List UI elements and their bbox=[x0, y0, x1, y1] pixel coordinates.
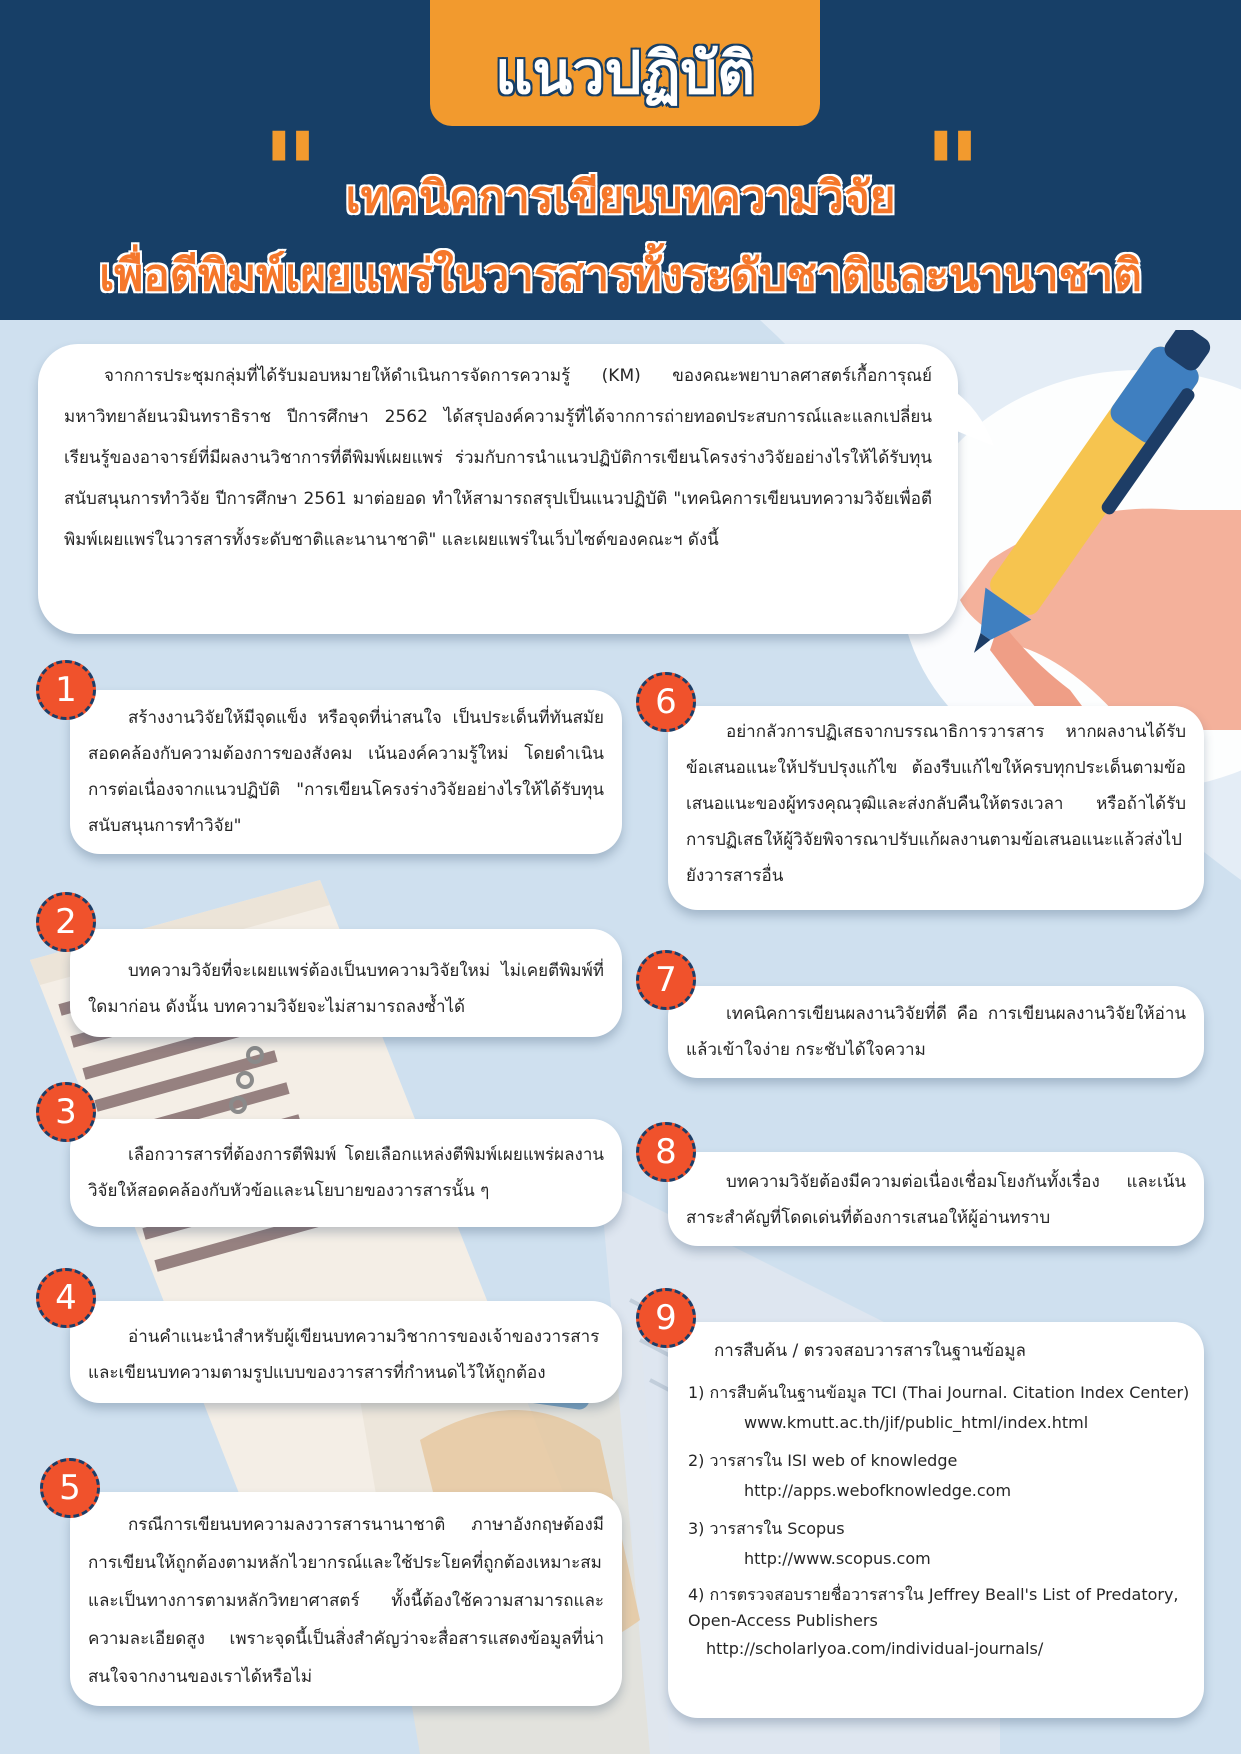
guideline-number-1: 1 bbox=[36, 660, 96, 720]
guideline-card-7 bbox=[668, 986, 1204, 1078]
bubble-tail bbox=[950, 388, 996, 448]
guideline-card-3 bbox=[70, 1119, 622, 1227]
guideline-card-4 bbox=[70, 1301, 622, 1403]
guideline-text-5: กรณีการเขียนบทความลงวารสารนานาชาติ ภาษาอังกฤษต้องมีการเขียนให้ถูกต้องตามหลักไวยากรณ์และใช้ประโยคที่ถูกต้องเหมาะสมและเป็นทางการตามหลักวิทยาศาสตร์ ทั้งนี้ต้องใช้ความสามารถและความละเอียดสูง เพราะจุดนี้เป็นสิ่งสำคัญว่าจะสื่อสารแสดงข้อมูลที่น่าสนใจจากงานของเราได้หรือไม่ bbox=[88, 1515, 604, 1687]
quote-open-mark: " bbox=[262, 109, 320, 237]
database-url[interactable]: http://www.scopus.com bbox=[744, 1549, 931, 1568]
guideline-card-8 bbox=[668, 1152, 1204, 1246]
guideline-card-6 bbox=[668, 706, 1204, 910]
database-label: 2) วารสารใน ISI web of knowledge bbox=[688, 1451, 958, 1470]
quote-close-mark: " bbox=[924, 109, 982, 237]
header-tab-label: แนวปฏิบัติ bbox=[495, 39, 755, 107]
database-url[interactable]: http://apps.webofknowledge.com bbox=[744, 1481, 1012, 1500]
title-line-2: เพื่อตีพิมพ์เผยแพร่ในวารสารทั้งระดับชาติและนานาชาติ bbox=[99, 250, 1142, 301]
guideline-card-2 bbox=[70, 929, 622, 1037]
guideline-text-6: อย่ากลัวการปฏิเสธจากบรรณาธิการวารสาร หากผลงานได้รับข้อเสนอแนะให้ปรับปรุงแก้ไข ต้องรีบแก้ไขให้ครบทุกประเด็นตามข้อเสนอแนะของผู้ทรงคุณวุฒิและส่งกลับคืนให้ตรงเวลา หรือถ้าได้รับการปฏิเสธให้ผู้วิจัยพิจารณาปรับแก้ผลงานตามข้อเสนอแนะแล้วส่งไปยังวารสารอื่น bbox=[686, 722, 1186, 886]
database-list bbox=[688, 1378, 1192, 1664]
database-entry bbox=[688, 1514, 1192, 1574]
guideline-number-9: 9 bbox=[636, 1288, 696, 1348]
guideline-text-3: เลือกวารสารที่ต้องการตีพิมพ์ โดยเลือกแหล่งตีพิมพ์เผยแพร่ผลงานวิจัยให้สอดคล้องกับหัวข้อและนโยบายของวารสารนั้น ๆ bbox=[88, 1145, 604, 1201]
database-entry bbox=[688, 1446, 1192, 1506]
guideline-card-5 bbox=[70, 1492, 622, 1706]
intro-bubble bbox=[38, 344, 958, 634]
header-banner bbox=[0, 0, 1241, 320]
header-tab bbox=[430, 0, 820, 126]
guideline-text-2: บทความวิจัยที่จะเผยแพร่ต้องเป็นบทความวิจัยใหม่ ไม่เคยตีพิมพ์ที่ใดมาก่อน ดังนั้น บทความวิจัยจะไม่สามารถลงซ้ำได้ bbox=[88, 961, 604, 1017]
database-url[interactable]: www.kmutt.ac.th/jif/public_html/index.html bbox=[744, 1413, 1089, 1432]
guideline-card-9 bbox=[668, 1322, 1204, 1718]
guideline-number-3: 3 bbox=[36, 1082, 96, 1142]
database-url[interactable]: http://scholarlyoa.com/individual-journals/ bbox=[706, 1639, 1044, 1658]
guideline-card-1 bbox=[70, 690, 622, 854]
database-label: 3) วารสารใน Scopus bbox=[688, 1519, 845, 1538]
database-entry bbox=[688, 1378, 1192, 1438]
guideline-text-7: เทคนิคการเขียนผลงานวิจัยที่ดี คือ การเขียนผลงานวิจัยให้อ่านแล้วเข้าใจง่าย กระชับได้ใจความ bbox=[686, 1004, 1186, 1060]
guideline-text-8: บทความวิจัยต้องมีความต่อเนื่องเชื่อมโยงกันทั้งเรื่อง และเน้นสาระสำคัญที่โดดเด่นที่ต้องการเสนอให้ผู้อ่านทราบ bbox=[686, 1172, 1186, 1228]
guideline-number-4: 4 bbox=[36, 1268, 96, 1328]
title-line-1: เทคนิคการเขียนบทความวิจัย bbox=[345, 172, 896, 223]
guideline-number-2: 2 bbox=[36, 892, 96, 952]
database-entry bbox=[688, 1582, 1192, 1664]
search-heading: การสืบค้น / ตรวจสอบวารสารในฐานข้อมูล bbox=[714, 1341, 1026, 1361]
guideline-text-4: อ่านคำแนะนำสำหรับผู้เขียนบทความวิชาการของเจ้าของวารสารและเขียนบทความตามรูปแบบของวารสารที่กำหนดไว้ให้ถูกต้อง bbox=[88, 1327, 600, 1383]
guideline-number-7: 7 bbox=[636, 950, 696, 1010]
database-label: 4) การตรวจสอบรายชื่อวารสารใน Jeffrey Beall's List of Predatory, Open-Access Publishers bbox=[688, 1585, 1179, 1630]
guideline-number-5: 5 bbox=[40, 1458, 100, 1518]
guideline-text-1: สร้างงานวิจัยให้มีจุดแข็ง หรือจุดที่น่าสนใจ เป็นประเด็นที่ทันสมัย สอดคล้องกับความต้องการของสังคม เน้นองค์ความรู้ใหม่ โดยดำเนินการต่อเนื่องจากแนวปฏิบัติ "การเขียนโครงร่างวิจัยอย่างไรให้ได้รับทุนสนับสนุนการทำวิจัย" bbox=[88, 708, 604, 836]
intro-text: จากการประชุมกลุ่มที่ได้รับมอบหมายให้ดำเนินการจัดการความรู้ (KM) ของคณะพยาบาลศาสตร์เกื้อการุณย์ มหาวิทยาลัยนวมินทราธิราช ปีการศึกษา 2562 ได้สรุปองค์ความรู้ที่ได้จากการถ่ายทอดประสบการณ์และแลกเปลี่ยนเรียนรู้ของอาจารย์ที่มีผลงานวิชาการที่ตีพิมพ์เผยแพร่ ร่วมกับการนำแนวปฏิบัติการเขียนโครงร่างวิจัยอย่างไรให้ได้รับทุนสนับสนุนการทำวิจัย ปีการศึกษา 2561 มาต่อยอด ทำให้สามารถสรุปเป็นแนวปฏิบัติ "เทคนิคการเขียนบทความวิจัยเพื่อตีพิมพ์เผยแพร่ในวารสารทั้งระดับชาติและนานาชาติ" และเผยแพร่ในเว็บไซต์ของคณะฯ ดังนี้ bbox=[64, 366, 932, 550]
guideline-number-8: 8 bbox=[636, 1122, 696, 1182]
database-label: 1) การสืบค้นในฐานข้อมูล TCI (Thai Journal. Citation Index Center) bbox=[688, 1383, 1190, 1402]
guideline-number-6: 6 bbox=[636, 672, 696, 732]
